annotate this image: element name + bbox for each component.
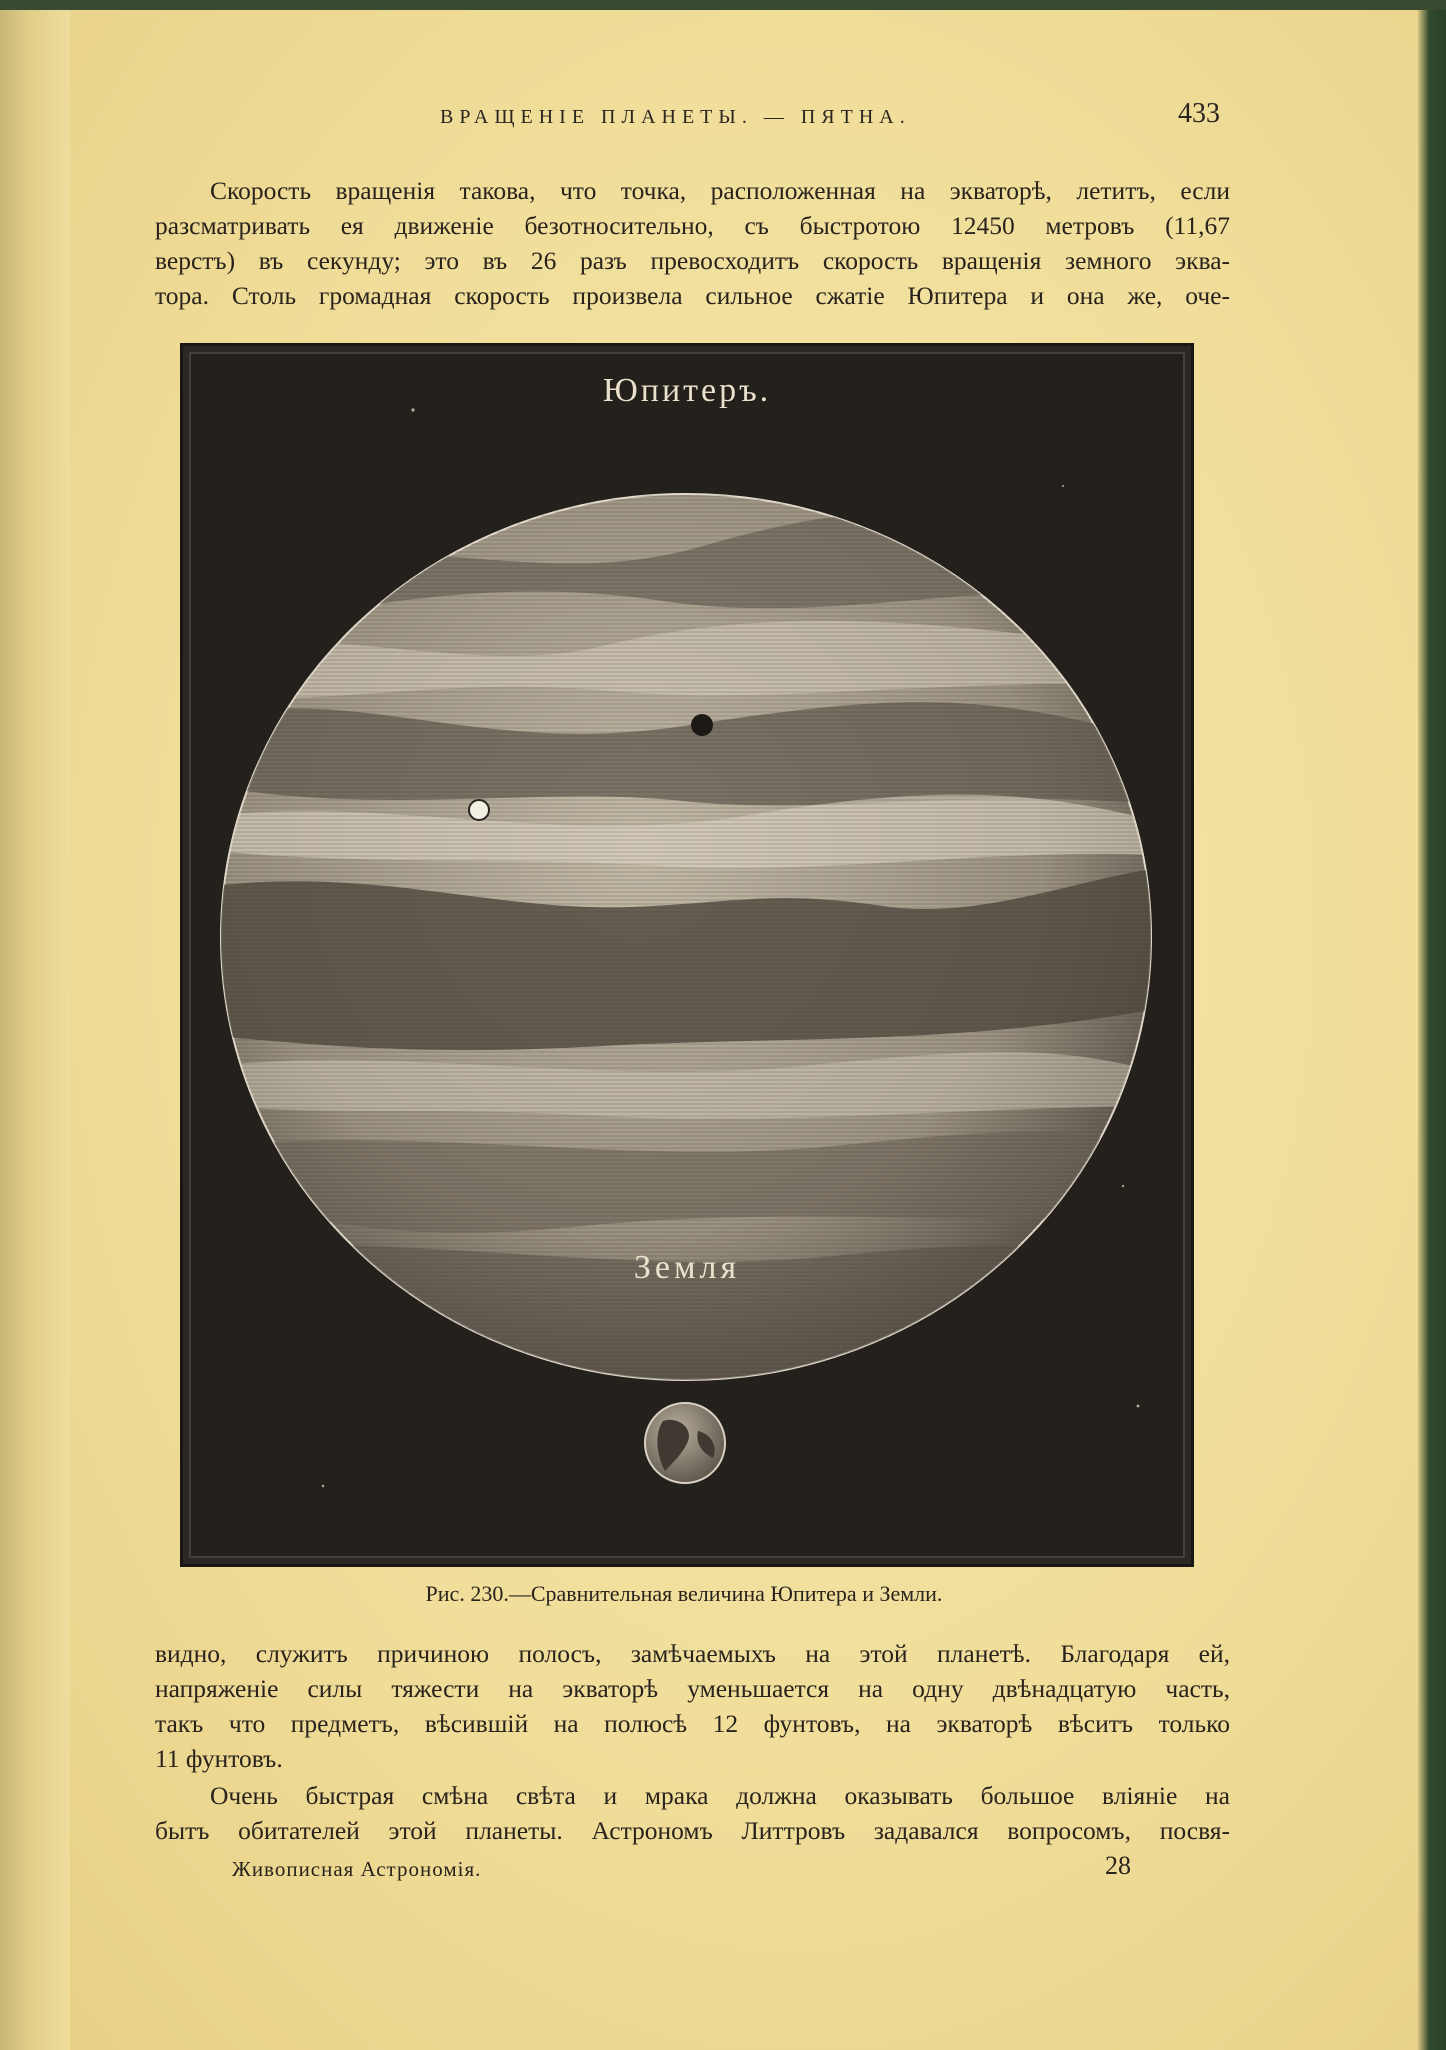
- text-line: разсматривать ея движеніе безотносительно, съ быстротою 12450 метровъ (11,67: [155, 211, 1230, 240]
- book-edge: [1418, 0, 1446, 2050]
- text-line: Скорость вращенія такова, что точка, расположенная на экваторѣ, летитъ, если: [210, 176, 1230, 205]
- jupiter-label: Юпитеръ.: [602, 372, 772, 409]
- signature-mark: 28: [1105, 1851, 1131, 1880]
- figure-plate: [180, 343, 1194, 1567]
- text-line: тора. Столь громадная скорость произвела сильное сжатіе Юпитера и она же, оче-: [155, 281, 1230, 310]
- earth-disc: [645, 1403, 725, 1483]
- text-line: верстъ) въ секунду; это въ 26 разъ превосходитъ скорость вращенія земного эква-: [155, 246, 1230, 275]
- text-line: бытъ обитателей этой планеты. Астрономъ Литтровъ задавался вопросомъ, посвя-: [155, 1816, 1230, 1845]
- text-line: видно, служитъ причиною полосъ, замѣчаемыхъ на этой планетѣ. Благодаря ей,: [155, 1639, 1230, 1668]
- planet-illustration: [183, 346, 1191, 1564]
- book-title-footer: Живописная Астрономія.: [232, 1857, 482, 1881]
- moon: [469, 800, 489, 820]
- page-gutter: [0, 0, 70, 2050]
- moon-shadow: [691, 714, 713, 736]
- text-line: Очень быстрая смѣна свѣта и мрака должна оказывать большое вліяніе на: [210, 1781, 1230, 1810]
- running-head: ВРАЩЕНІЕ ПЛАНЕТЫ. — ПЯТНА.: [440, 106, 911, 128]
- bottom-paragraph-1: [155, 1636, 1230, 1776]
- text-line: напряженіе силы тяжести на экваторѣ уменьшается на одну двѣнадцатую часть,: [155, 1674, 1230, 1703]
- scan-top-edge: [0, 0, 1446, 10]
- figure-caption: Рис. 230.—Сравнительная величина Юпитера и Земли.: [425, 1581, 943, 1606]
- bottom-paragraph-2: [155, 1778, 1230, 1848]
- text-line: такъ что предметъ, вѣсившій на полюсѣ 12 фунтовъ, на экваторѣ вѣситъ только: [155, 1709, 1230, 1738]
- earth-label: Земля: [633, 1249, 741, 1286]
- top-paragraph: [155, 173, 1230, 313]
- text-line: 11 фунтовъ.: [155, 1744, 283, 1773]
- page-number: 433: [1178, 98, 1220, 129]
